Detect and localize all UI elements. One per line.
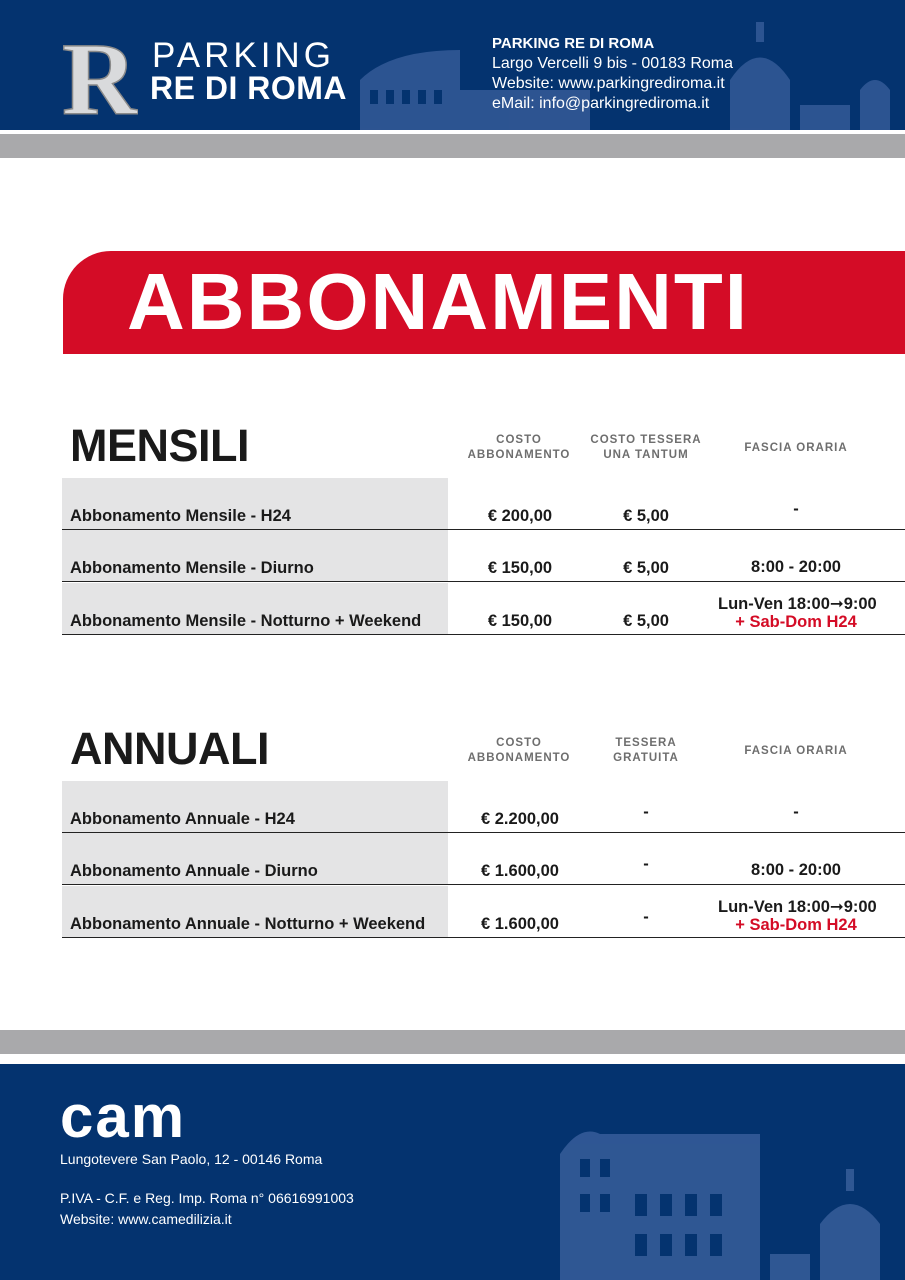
colosseum-icon: [520, 1114, 905, 1280]
logo-parking-text: PARKING: [152, 36, 335, 75]
row-cost: € 2.200,00: [481, 810, 559, 828]
table-row: [62, 886, 905, 938]
row-card: € 5,00: [623, 507, 669, 525]
table-row: [62, 833, 905, 885]
row-hours: [718, 898, 877, 934]
row-hours: 8:00 - 20:00: [751, 558, 841, 576]
col-header-card: TESSERA GRATUITA: [613, 737, 679, 764]
contact-block: [492, 34, 733, 114]
contact-name: PARKING RE DI ROMA: [492, 35, 655, 52]
row-name: Abbonamento Mensile - Diurno: [70, 559, 314, 577]
col-header-card: COSTO TESSERA UNA TANTUM: [590, 434, 702, 461]
row-cost: € 150,00: [487, 612, 553, 630]
row-cost: € 150,00: [487, 559, 553, 577]
top-grey-bar: [0, 134, 905, 158]
col-header-cost: COSTO ABBONAMENTO: [467, 737, 571, 764]
svg-text:cam: cam: [60, 1095, 187, 1139]
row-hours: [718, 595, 877, 631]
col-header-cost: COSTO ABBONAMENTO: [467, 434, 571, 461]
row-cost: € 200,00: [487, 507, 553, 525]
row-name: Abbonamento Annuale - Notturno + Weekend: [70, 915, 426, 933]
row-cost: € 1.600,00: [481, 862, 559, 880]
col-header-hours: FASCIA ORARIA: [744, 442, 848, 454]
logo-r-icon: [62, 30, 138, 120]
row-hours-weekday: Lun-Ven 18:00➞9:00: [718, 898, 877, 916]
col-header-hours: FASCIA ORARIA: [744, 745, 848, 757]
row-hours: -: [793, 803, 799, 821]
row-name: Abbonamento Annuale - Diurno: [70, 862, 318, 880]
table-row: [62, 478, 905, 530]
row-name: Abbonamento Annuale - H24: [70, 810, 295, 828]
row-card: -: [643, 855, 649, 873]
footer-vat: P.IVA - C.F. e Reg. Imp. Roma n° 06616991003: [60, 1190, 354, 1206]
section-title-mensili: MENSILI: [70, 420, 250, 471]
page-title: ABBONAMENTI: [127, 257, 749, 346]
row-card: € 5,00: [623, 612, 669, 630]
table-row: [62, 583, 905, 635]
row-card: € 5,00: [623, 559, 669, 577]
contact-address: Largo Vercelli 9 bis - 00183 Roma: [492, 55, 734, 72]
contact-website[interactable]: Website: www.parkingrediroma.it: [492, 75, 725, 92]
contact-email[interactable]: eMail: info@parkingrediroma.it: [492, 95, 710, 112]
row-hours-weekday: Lun-Ven 18:00➞9:00: [718, 595, 877, 613]
header: [0, 0, 905, 130]
table-row: [62, 781, 905, 833]
footer-address: Lungotevere San Paolo, 12 - 00146 Roma: [60, 1151, 323, 1167]
footer-website[interactable]: Website: www.camedilizia.it: [60, 1211, 232, 1227]
row-hours-weekend: + Sab-Dom H24: [735, 916, 857, 934]
cam-logo-icon: [60, 1095, 228, 1139]
row-hours: 8:00 - 20:00: [751, 861, 841, 879]
row-name: Abbonamento Mensile - Notturno + Weekend: [70, 612, 422, 630]
row-card: -: [643, 803, 649, 821]
logo-re-di-roma-text: RE DI ROMA: [150, 70, 347, 106]
row-cost: € 1.600,00: [481, 915, 559, 933]
section-title-annuali: ANNUALI: [70, 723, 269, 774]
bottom-grey-bar: [0, 1030, 905, 1054]
row-card: -: [643, 908, 649, 926]
row-hours: -: [793, 500, 799, 518]
table-row: [62, 530, 905, 582]
row-name: Abbonamento Mensile - H24: [70, 507, 291, 525]
svg-text:R: R: [62, 30, 138, 120]
row-hours-weekend: + Sab-Dom H24: [735, 613, 857, 631]
